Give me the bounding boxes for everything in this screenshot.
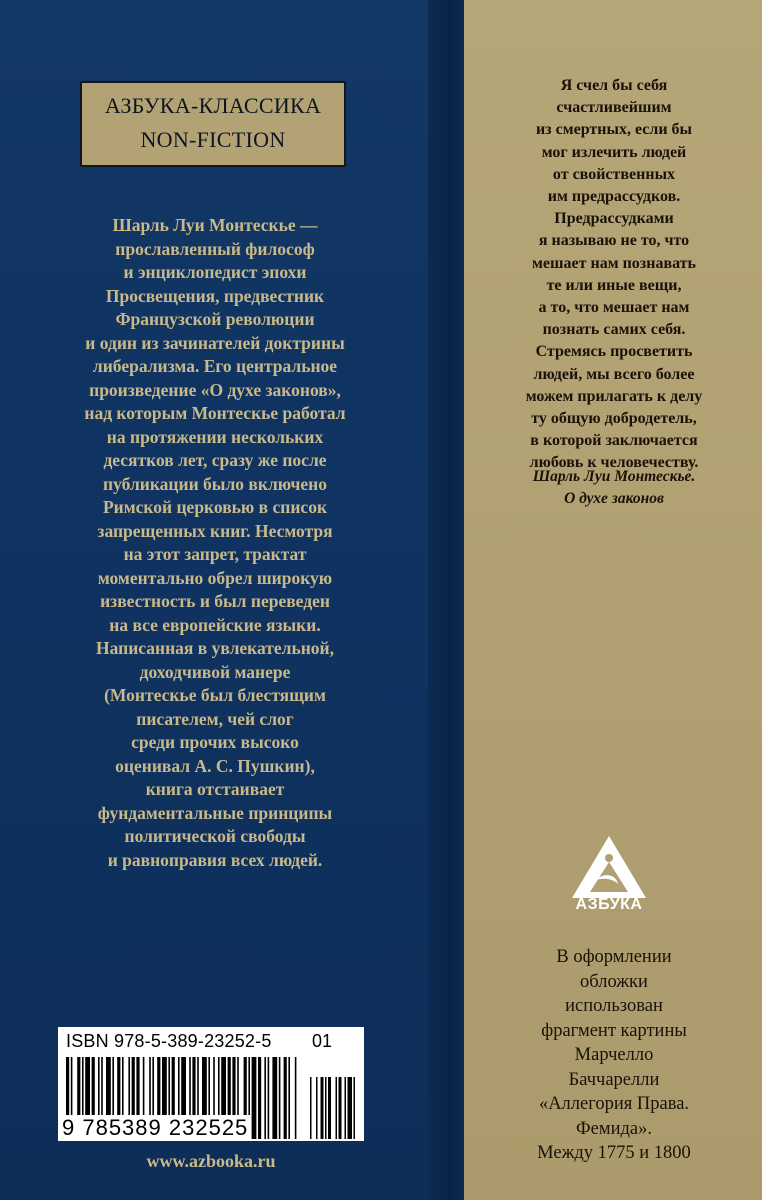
description-line: публикации было включено [103,473,327,494]
cover-gutter [428,0,464,1200]
description-line: Просвещения, предвестник [105,285,325,306]
credit-line: обложки [580,971,648,992]
quote-line: из смертных, если бы [535,121,693,139]
book-description [70,214,360,872]
quote-line: Стремясь просветить [535,343,693,361]
barcode-addon-bar [339,1077,342,1139]
description-line: запрещенных книг. Несмотря [97,520,333,541]
description-line: оценивал А. С. Пушкин), [115,755,315,776]
credit-line: «Аллегория Права. [538,1094,690,1114]
quote-line: мог излечить людей [541,143,687,161]
description-line: писателем, чей слог [136,708,294,729]
quote-line: можем прилагать к делу [525,387,703,405]
description-line: фундаментальные принципы [97,802,333,823]
description-line: на этот запрет, трактат [123,544,307,564]
description-line: произведение «О духе законов», [89,379,341,400]
credit-line: Фемида». [576,1118,652,1139]
credit-line: Марчелло [574,1045,654,1065]
publisher-website[interactable]: www.azbooka.ru [146,1151,276,1171]
isbn-label: ISBN 978-5-389-23252-5 [66,1031,272,1051]
quote-line: те или иные вещи, [546,276,682,294]
isbn-barcode [58,1027,364,1141]
credit-line: Между 1775 и 1800 [537,1143,691,1163]
quote-line: Я счел бы себя [560,77,668,94]
barcode-addon-bar [316,1077,318,1139]
description-line: десятков лет, сразу же после [103,450,327,470]
isbn-digits: 9 785389 232525 [62,1115,249,1140]
description-line: и один из зачинателей доктрины [85,332,345,353]
publisher-logo-text: АЗБУКА [575,896,643,913]
isbn-addon: 01 [312,1031,333,1051]
description-line: и энциклопедист эпохи [123,262,307,282]
description-line: Шарль Луи Монтескье — [112,215,318,235]
barcode-bar [264,1057,266,1139]
barcode-bar [258,1057,261,1139]
description-line: на все европейские языки. [109,614,321,635]
credit-line: В оформлении [556,947,672,967]
description-line: среди прочих высоко [131,732,299,752]
barcode-bar [288,1057,290,1139]
description-line: (Монтескье был блестящим [104,685,326,705]
barcode-addon-bar [321,1077,324,1139]
description-line: на протяжении нескольких [106,426,324,447]
description-line: над которым Монтескье работал [84,403,346,423]
quote-line: познать самих себя. [542,321,686,339]
description-line: доходчивой манере [139,661,291,682]
barcode-bar [272,1057,277,1139]
quote-line: а то, что мешает нам [538,299,690,317]
barcode-bar [252,1057,257,1139]
quote-line: ту общую добродетель, [531,410,697,428]
cover-art-credit [480,945,748,1166]
barcode-addon-bar [336,1077,338,1139]
barcode-addon-bar [328,1077,331,1139]
barcode-bar [284,1057,287,1139]
barcode-addon-bar [354,1077,356,1139]
description-line: и равноправия всех людей. [107,849,323,870]
quote-line: любовь к человечеству. [529,454,699,472]
barcode-addon-bar [348,1077,353,1139]
description-line: политической свободы [124,826,306,846]
attribution-work: О духе законов [564,490,664,507]
credit-line: Баччарелли [568,1069,660,1090]
quote-line: им предрассудков. [547,188,681,206]
attribution-author: Шарль Луи Монтескье. [532,468,696,485]
credit-line: использован [565,996,663,1016]
quote-line: Предрассудками [554,210,674,228]
description-line: моментально обрел широкую [97,567,333,588]
description-line: прославленный философ [115,238,315,259]
series-subtitle: NON-FICTION [140,127,286,152]
description-line: Написанная в увлекательной, [95,638,334,658]
description-line: книга отстаивает [145,779,285,799]
quote-line: в которой заключается [530,432,698,450]
series-name: АЗБУКА-КЛАССИКА [104,93,322,118]
author-quote [480,75,748,475]
quote-line: от свойственных [552,165,676,183]
description-line: Римской церковью в список [102,497,328,517]
quote-line: счастливейшим [556,99,672,117]
barcode-bar [295,1057,297,1139]
quote-attribution [480,466,748,510]
series-label-box [80,81,346,167]
description-line: либерализма. Его центральное [92,356,338,376]
barcode-addon-bar [345,1077,347,1139]
quote-line: мешает нам познавать [532,254,696,272]
credit-line: фрагмент картины [541,1020,687,1041]
barcode-bar [268,1057,270,1139]
quote-line: я называю не то, что [538,232,690,250]
description-line: Французской революции [115,309,315,329]
barcode-bar [279,1057,281,1139]
quote-line: людей, мы всего более [533,365,695,383]
description-line: известность и был переведен [100,591,330,611]
barcode-addon-bar [310,1077,312,1139]
barcode-addon-bar [325,1077,327,1139]
